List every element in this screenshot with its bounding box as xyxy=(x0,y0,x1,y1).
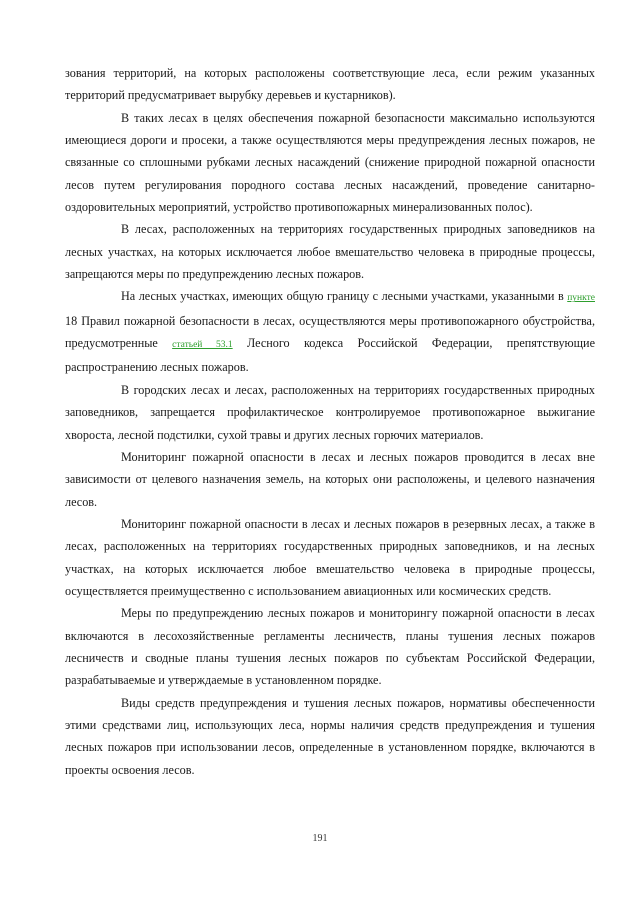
document-body xyxy=(65,62,595,781)
paragraph-4-text-after: Лесного кодекса Российской Федерации, препятствующие распространению лесных пожаров. xyxy=(65,336,595,375)
paragraph-3: В лесах, расположенных на территориях государственных природных заповедников на лесных участках, на которых исключается любое вмешательство человека в природные процессы, запрещаются меры по предупреждению лесных пожаров. xyxy=(65,222,595,282)
paragraph-4-text-before: На лесных участках, имеющих общую границу с лесными участками, указанными в xyxy=(121,289,568,304)
paragraph-8: Меры по предупреждению лесных пожаров и мониторингу пожарной опасности в лесах включаются в лесохозяйственные регламенты лесничеств, планы тушения лесных пожаров лесничеств и сводные планы тушения лесных пожаров по субъектам Российской Федерации, разрабатываемые и утверждаемые в установленном порядке. xyxy=(65,606,595,688)
paragraph-1: зования территорий, на которых расположены соответствующие леса, если режим указанных территорий предусматривает вырубку деревьев и кустарников). xyxy=(65,66,595,103)
paragraph-7: Мониторинг пожарной опасности в лесах и лесных пожаров в резервных лесах, а также в лесах, расположенных на территориях государственных природных заповедников, и на лесных участках, на которых исключается любое вмешательство человека в природные процессы, осуществляется преимущественно с использованием авиационных или космических средств. xyxy=(65,516,595,598)
statya-link[interactable]: статьей 53.1 xyxy=(172,340,233,351)
paragraph-6: Мониторинг пожарной опасности в лесах и лесных пожаров проводится в лесах вне зависимости от целевого назначения земель, на которых они расположены, и целевого назначения лесов. xyxy=(65,449,595,509)
page-number: 191 xyxy=(312,833,328,844)
punkt-link[interactable]: пункте xyxy=(567,293,595,304)
paragraph-9: Виды средств предупреждения и тушения лесных пожаров, нормативы обеспеченности этими средствами лиц, использующих леса, нормы наличия средств предупреждения и тушения лесных пожаров при использовании лесов, определенные в установленном порядке, включаются в проекты освоения лесов. xyxy=(65,695,595,777)
paragraph-4 xyxy=(65,285,595,378)
paragraph-5: В городских лесах и лесах, расположенных на территориях государственных природных заповедников, запрещается профилактическое контролируемое противопожарное выжигание хвороста, лесной подстилки, сухой травы и других лесных горючих материалов. xyxy=(65,382,595,442)
paragraph-4-text-middle: 18 Правил пожарной безопасности в лесах, осуществляются меры противопожарного обустройства, предусмотренные xyxy=(65,313,595,351)
paragraph-2: В таких лесах в целях обеспечения пожарной безопасности максимально используются имеющиеся дороги и просеки, а также осуществляются меры предупреждения лесных пожаров, не связанные со сплошными рубками лесных насаждений (снижение природной пожарной опасности лесов путем регулирования породного состава лесных насаждений, проведение санитарно-оздоровительных мероприятий, устройство противопожарных минерализованных полос). xyxy=(65,110,595,215)
